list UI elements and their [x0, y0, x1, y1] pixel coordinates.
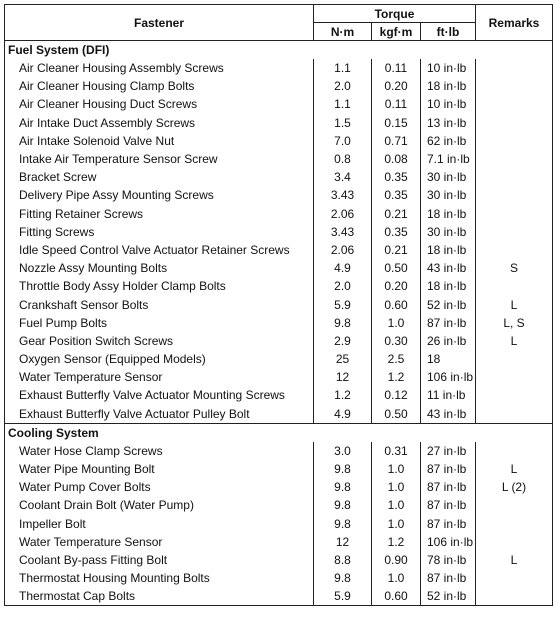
torque-nm-cell: 1.1 [314, 59, 372, 77]
fastener-name-cell: Exhaust Butterfly Valve Actuator Pulley Bolt [5, 405, 314, 424]
fastener-name-cell: Water Temperature Sensor [5, 368, 314, 386]
table-row [5, 405, 553, 424]
torque-kgfm-cell: 1.2 [372, 533, 421, 551]
fastener-name-cell: Throttle Body Assy Holder Clamp Bolts [5, 277, 314, 295]
remarks-cell [476, 277, 553, 295]
table-row [5, 59, 553, 77]
torque-kgfm-cell: 0.31 [372, 442, 421, 460]
torque-nm-cell: 12 [314, 368, 372, 386]
torque-kgfm-cell: 0.60 [372, 587, 421, 606]
torque-kgfm-cell: 0.12 [372, 386, 421, 404]
torque-kgfm-cell: 0.60 [372, 295, 421, 313]
fastener-name-cell: Air Cleaner Housing Clamp Bolts [5, 77, 314, 95]
table-row [5, 314, 553, 332]
torque-nm-cell: 9.8 [314, 569, 372, 587]
torque-nm-cell: 0.8 [314, 150, 372, 168]
remarks-cell [476, 368, 553, 386]
remarks-cell: L [476, 295, 553, 313]
torque-ftlb-cell: 10 in·lb [421, 95, 476, 113]
torque-nm-cell: 2.06 [314, 241, 372, 259]
torque-nm-cell: 2.06 [314, 205, 372, 223]
torque-nm-cell: 4.9 [314, 405, 372, 424]
torque-nm-cell: 3.0 [314, 442, 372, 460]
table-row [5, 368, 553, 386]
fastener-name-cell: Coolant Drain Bolt (Water Pump) [5, 496, 314, 514]
remarks-cell: L [476, 551, 553, 569]
torque-ftlb-cell: 52 in·lb [421, 587, 476, 606]
fastener-name-cell: Impeller Bolt [5, 515, 314, 533]
torque-ftlb-cell: 7.1 in·lb [421, 150, 476, 168]
torque-column-header: Torque [314, 5, 476, 23]
torque-ftlb-cell: 106 in·lb [421, 368, 476, 386]
torque-kgfm-cell: 0.30 [372, 332, 421, 350]
remarks-cell: S [476, 259, 553, 277]
torque-nm-cell: 3.43 [314, 186, 372, 204]
torque-nm-cell: 3.43 [314, 223, 372, 241]
fastener-name-cell: Bracket Screw [5, 168, 314, 186]
fastener-name-cell: Gear Position Switch Screws [5, 332, 314, 350]
remarks-cell [476, 442, 553, 460]
torque-nm-cell: 1.2 [314, 386, 372, 404]
torque-kgfm-cell: 0.08 [372, 150, 421, 168]
table-row [5, 132, 553, 150]
fastener-name-cell: Intake Air Temperature Sensor Screw [5, 150, 314, 168]
torque-nm-cell: 2.9 [314, 332, 372, 350]
table-row [5, 150, 553, 168]
table-row [5, 533, 553, 551]
remarks-cell [476, 95, 553, 113]
torque-ftlb-cell: 106 in·lb [421, 533, 476, 551]
torque-nm-cell: 7.0 [314, 132, 372, 150]
torque-kgfm-cell: 0.71 [372, 132, 421, 150]
fastener-name-cell: Water Hose Clamp Screws [5, 442, 314, 460]
table-row [5, 241, 553, 259]
remarks-cell [476, 496, 553, 514]
torque-ftlb-cell: 18 in·lb [421, 205, 476, 223]
remarks-cell [476, 150, 553, 168]
torque-ftlb-cell: 87 in·lb [421, 569, 476, 587]
section-header-row [5, 423, 553, 442]
table-row [5, 95, 553, 113]
torque-ftlb-cell: 27 in·lb [421, 442, 476, 460]
torque-nm-cell: 1.5 [314, 114, 372, 132]
torque-nm-cell: 1.1 [314, 95, 372, 113]
remarks-cell [476, 241, 553, 259]
torque-kgfm-cell: 1.0 [372, 496, 421, 514]
remarks-cell: L, S [476, 314, 553, 332]
remarks-cell [476, 59, 553, 77]
table-row [5, 205, 553, 223]
torque-ftlb-cell: 30 in·lb [421, 186, 476, 204]
remarks-cell [476, 587, 553, 606]
remarks-cell [476, 114, 553, 132]
fastener-name-cell: Crankshaft Sensor Bolts [5, 295, 314, 313]
remarks-cell [476, 205, 553, 223]
fastener-name-cell: Thermostat Cap Bolts [5, 587, 314, 606]
fastener-name-cell: Idle Speed Control Valve Actuator Retainer Screws [5, 241, 314, 259]
torque-ftlb-cell: 30 in·lb [421, 223, 476, 241]
remarks-cell: L [476, 460, 553, 478]
torque-ftlb-cell: 18 in·lb [421, 241, 476, 259]
table-row [5, 168, 553, 186]
torque-ftlb-cell: 11 in·lb [421, 386, 476, 404]
torque-ftlb-cell: 87 in·lb [421, 314, 476, 332]
nm-unit-header: N·m [314, 23, 372, 41]
table-row [5, 114, 553, 132]
torque-ftlb-cell: 52 in·lb [421, 295, 476, 313]
table-row [5, 277, 553, 295]
torque-nm-cell: 25 [314, 350, 372, 368]
ftlb-unit-header: ft·lb [421, 23, 476, 41]
table-row [5, 569, 553, 587]
torque-kgfm-cell: 0.35 [372, 186, 421, 204]
remarks-cell [476, 350, 553, 368]
torque-kgfm-cell: 0.21 [372, 241, 421, 259]
fastener-name-cell: Water Temperature Sensor [5, 533, 314, 551]
table-row [5, 515, 553, 533]
torque-ftlb-cell: 10 in·lb [421, 59, 476, 77]
remarks-cell [476, 223, 553, 241]
fastener-name-cell: Air Intake Duct Assembly Screws [5, 114, 314, 132]
table-row [5, 442, 553, 460]
fastener-name-cell: Water Pipe Mounting Bolt [5, 460, 314, 478]
section-header-row [5, 41, 553, 60]
fastener-name-cell: Coolant By-pass Fitting Bolt [5, 551, 314, 569]
fastener-name-cell: Air Cleaner Housing Assembly Screws [5, 59, 314, 77]
table-row [5, 259, 553, 277]
torque-kgfm-cell: 0.35 [372, 223, 421, 241]
table-row [5, 551, 553, 569]
torque-kgfm-cell: 1.0 [372, 515, 421, 533]
fastener-name-cell: Air Cleaner Housing Duct Screws [5, 95, 314, 113]
torque-kgfm-cell: 0.50 [372, 405, 421, 424]
table-row [5, 386, 553, 404]
table-row [5, 478, 553, 496]
torque-kgfm-cell: 0.20 [372, 277, 421, 295]
torque-nm-cell: 5.9 [314, 295, 372, 313]
table-row [5, 186, 553, 204]
torque-kgfm-cell: 1.0 [372, 478, 421, 496]
fastener-name-cell: Fuel Pump Bolts [5, 314, 314, 332]
fastener-column-header: Fastener [5, 5, 314, 41]
table-row [5, 460, 553, 478]
torque-kgfm-cell: 0.20 [372, 77, 421, 95]
torque-kgfm-cell: 0.50 [372, 259, 421, 277]
torque-kgfm-cell: 0.35 [372, 168, 421, 186]
remarks-cell [476, 186, 553, 204]
torque-ftlb-cell: 43 in·lb [421, 259, 476, 277]
torque-ftlb-cell: 18 in·lb [421, 277, 476, 295]
torque-kgfm-cell: 0.21 [372, 205, 421, 223]
torque-ftlb-cell: 87 in·lb [421, 460, 476, 478]
torque-ftlb-cell: 30 in·lb [421, 168, 476, 186]
fastener-name-cell: Delivery Pipe Assy Mounting Screws [5, 186, 314, 204]
remarks-cell: L [476, 332, 553, 350]
table-row [5, 295, 553, 313]
table-row [5, 77, 553, 95]
table-body [5, 41, 553, 606]
torque-nm-cell: 2.0 [314, 77, 372, 95]
table-row [5, 223, 553, 241]
torque-nm-cell: 5.9 [314, 587, 372, 606]
table-row [5, 332, 553, 350]
torque-kgfm-cell: 0.90 [372, 551, 421, 569]
torque-nm-cell: 3.4 [314, 168, 372, 186]
table-row [5, 496, 553, 514]
fastener-name-cell: Nozzle Assy Mounting Bolts [5, 259, 314, 277]
remarks-cell [476, 515, 553, 533]
remarks-cell [476, 405, 553, 424]
torque-kgfm-cell: 0.15 [372, 114, 421, 132]
torque-ftlb-cell: 87 in·lb [421, 496, 476, 514]
torque-kgfm-cell: 1.0 [372, 314, 421, 332]
fastener-name-cell: Oxygen Sensor (Equipped Models) [5, 350, 314, 368]
torque-ftlb-cell: 13 in·lb [421, 114, 476, 132]
torque-kgfm-cell: 1.2 [372, 368, 421, 386]
remarks-cell [476, 132, 553, 150]
torque-kgfm-cell: 2.5 [372, 350, 421, 368]
torque-ftlb-cell: 78 in·lb [421, 551, 476, 569]
torque-ftlb-cell: 18 in·lb [421, 77, 476, 95]
torque-nm-cell: 9.8 [314, 496, 372, 514]
torque-kgfm-cell: 1.0 [372, 460, 421, 478]
fastener-name-cell: Water Pump Cover Bolts [5, 478, 314, 496]
torque-spec-table [4, 4, 553, 606]
remarks-cell [476, 77, 553, 95]
torque-nm-cell: 12 [314, 533, 372, 551]
section-title: Cooling System [5, 423, 553, 442]
torque-ftlb-cell: 87 in·lb [421, 478, 476, 496]
torque-nm-cell: 9.8 [314, 478, 372, 496]
fastener-name-cell: Fitting Retainer Screws [5, 205, 314, 223]
table-row [5, 587, 553, 606]
remarks-cell: L (2) [476, 478, 553, 496]
fastener-name-cell: Exhaust Butterfly Valve Actuator Mounting Screws [5, 386, 314, 404]
remarks-cell [476, 386, 553, 404]
torque-ftlb-cell: 62 in·lb [421, 132, 476, 150]
torque-nm-cell: 2.0 [314, 277, 372, 295]
kgfm-unit-header: kgf·m [372, 23, 421, 41]
torque-kgfm-cell: 0.11 [372, 59, 421, 77]
torque-nm-cell: 9.8 [314, 515, 372, 533]
table-row [5, 350, 553, 368]
remarks-cell [476, 569, 553, 587]
remarks-cell [476, 533, 553, 551]
torque-ftlb-cell: 43 in·lb [421, 405, 476, 424]
torque-kgfm-cell: 0.11 [372, 95, 421, 113]
torque-kgfm-cell: 1.0 [372, 569, 421, 587]
torque-nm-cell: 4.9 [314, 259, 372, 277]
remarks-column-header: Remarks [476, 5, 553, 41]
fastener-name-cell: Fitting Screws [5, 223, 314, 241]
torque-ftlb-cell: 26 in·lb [421, 332, 476, 350]
section-title: Fuel System (DFI) [5, 41, 553, 60]
fastener-name-cell: Air Intake Solenoid Valve Nut [5, 132, 314, 150]
torque-nm-cell: 9.8 [314, 314, 372, 332]
torque-nm-cell: 8.8 [314, 551, 372, 569]
torque-ftlb-cell: 18 [421, 350, 476, 368]
torque-ftlb-cell: 87 in·lb [421, 515, 476, 533]
remarks-cell [476, 168, 553, 186]
torque-nm-cell: 9.8 [314, 460, 372, 478]
fastener-name-cell: Thermostat Housing Mounting Bolts [5, 569, 314, 587]
